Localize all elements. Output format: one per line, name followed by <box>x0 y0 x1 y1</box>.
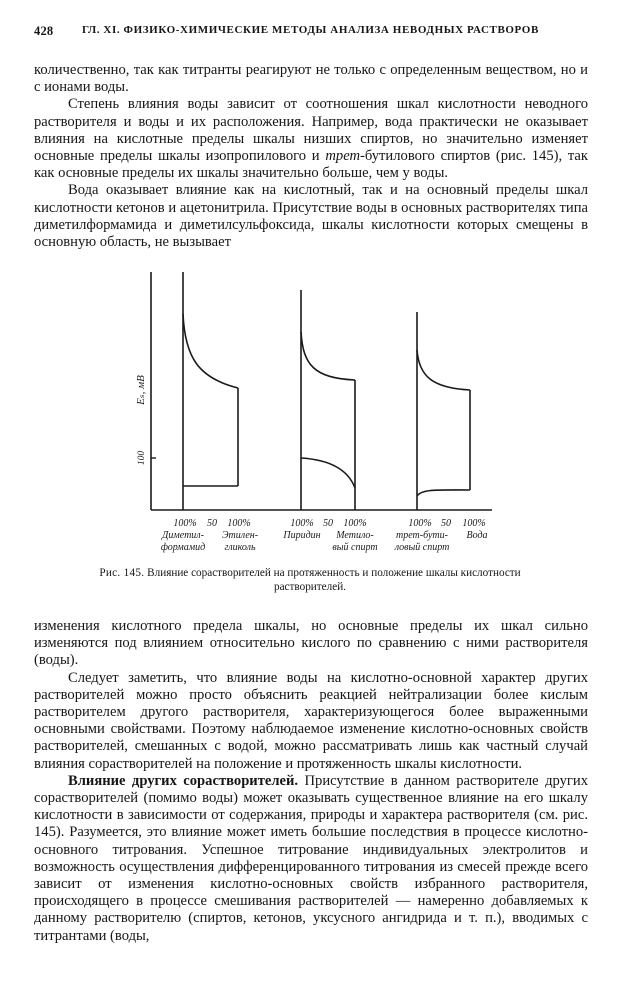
body-text-bottom <box>34 618 588 945</box>
scale-group-3 <box>417 312 470 510</box>
paragraph-5: Следует заметить, что влияние воды на кислотно-основной характер других растворителей можно просто объяснить реакцией нейтрализации более кислым растворителем другого растворителя, характеризующегося более выраженными основными свойствами. Поэтому наблюдаемое изменение кислотно-основных свойств растворителей, смешанных с водой, можно рассматривать лишь как частный случай влияния сорастворителей на положение и протяженность шкалы кислотности. <box>34 669 588 772</box>
group3-right-solvent-line1: Вода <box>466 530 488 541</box>
paragraph-2-italic: трет <box>325 148 361 165</box>
scale-group-1 <box>183 272 238 510</box>
group1-right-solvent-line1: Этилен- <box>221 530 259 541</box>
paragraph-2-part-b: -бутилового спиртов (рис. 145), так как основные пределы их шкалы значительно больше, чем у воды. <box>34 148 589 182</box>
group3-tick-mid: 50 <box>441 518 451 529</box>
y-axis-label: Eₛ, мВ <box>135 375 147 405</box>
paragraph-3: Вода оказывает влияние как на кислотный, так и на основный пределы шкал кислотности кетонов и ацетонитрила. Присутствие воды в основных растворителях типа диметилформамида и диметилсульфоксида, шкалы кислотности которых смещены в основную область, не вызывает <box>34 182 588 251</box>
figure-caption <box>80 566 540 594</box>
group2-left-solvent-line1: Пиридин <box>283 530 321 541</box>
scale-group-2 <box>301 290 355 510</box>
running-header <box>34 24 594 42</box>
figure-145 <box>120 262 500 562</box>
group3-upper-curve <box>417 350 470 390</box>
group1-tick-left: 100% <box>173 518 197 529</box>
running-title: ГЛ. XI. ФИЗИКО-ХИМИЧЕСКИЕ МЕТОДЫ АНАЛИЗА НЕВОДНЫХ РАСТВОРОВ <box>82 24 539 36</box>
group1-tick-right: 100% <box>227 518 251 529</box>
group1-upper-curve <box>183 314 238 388</box>
page-number: 428 <box>34 24 54 38</box>
caption-label: Рис. 145. <box>99 567 145 579</box>
group1-right-solvent-line2: гликоль <box>224 542 256 553</box>
group2-tick-right: 100% <box>343 518 367 529</box>
group2-lower-curve <box>301 458 355 488</box>
group1-left-solvent-line2: формамид <box>160 542 206 553</box>
group1-left-solvent-line1: Диметил- <box>162 530 204 541</box>
paragraph-6 <box>34 773 588 945</box>
paragraph-1: количественно, так как титранты реагируют не только с определенным веществом, но и с ионами воды. <box>34 62 588 96</box>
paragraph-2-part-a: Степень влияния воды зависит от соотношения шкал кислотности неводного растворителя и воды и их расположения. Например, вода практически не оказывает влияния на кислотные пределы шкалы низших спиртов, но значительно изменяет основные пределы шкалы изопропилового и <box>34 96 588 165</box>
y-tick-label: 100 <box>137 450 147 466</box>
group1-tick-mid: 50 <box>207 518 217 529</box>
group2-right-solvent-line1: Метило- <box>336 530 374 541</box>
body-text-top <box>34 62 588 251</box>
paragraph-2 <box>34 96 588 182</box>
group3-left-solvent-line1: трет-бути- <box>396 530 448 541</box>
caption-text: Влияние сорастворителей на протяженность и положение шкалы кислотности растворителей. <box>147 567 521 593</box>
paragraph-6-heading: Влияние других сорастворителей. <box>68 772 299 789</box>
group3-lower-curve <box>417 490 470 496</box>
group3-tick-right: 100% <box>462 518 486 529</box>
group2-tick-left: 100% <box>290 518 314 529</box>
group2-tick-mid: 50 <box>323 518 333 529</box>
group3-tick-left: 100% <box>408 518 432 529</box>
group2-upper-curve <box>301 332 355 380</box>
paragraph-4: изменения кислотного предела шкалы, но основные пределы их шкал сильно изменяются под влиянием относительно кислого по сравнению с ними растворителя (воды). <box>34 618 588 669</box>
group2-right-solvent-line2: вый спирт <box>332 542 378 553</box>
paragraph-6-text: Присутствие в данном растворителе других сорастворителей (помимо воды) может оказывать существенное влияние на его шкалу кислотности в зависимости от содержания, природы и характера растворителя (см. рис. 145). Разумеется, это влияние может иметь большие последствия в процессе кислотно-основного титрования. Успешное титрование индивидуальных электролитов и возможность осуществления дифференцированного титрования из смесей прежде всего зависит от изменения кислотно-основных свойств избранного растворителя, происходящего в процессе смешивания растворителей — намеренно добавляемых к данному растворителю (спиртов, кетонов, уксусного ангидрида и т. п.), вводимых с титрантами (воды, <box>34 772 588 944</box>
group3-left-solvent-line2: ловый спирт <box>394 542 450 553</box>
